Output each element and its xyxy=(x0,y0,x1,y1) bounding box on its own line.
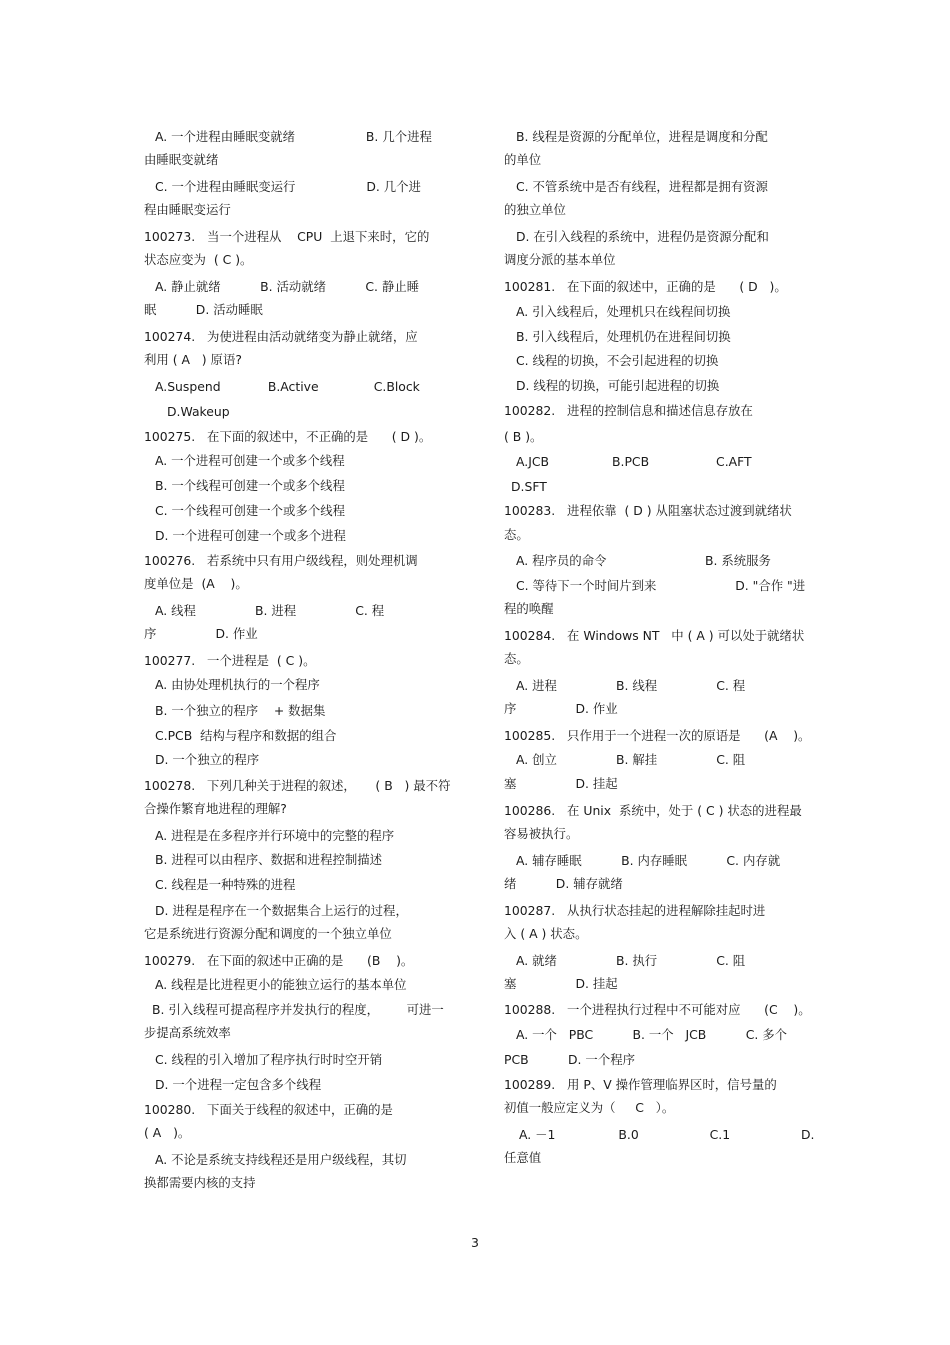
left-column-line: D.Wakeup xyxy=(167,404,230,419)
right-column-line: A. 辅存睡眠 B. 内存睡眠 C. 内存就 xyxy=(516,853,781,868)
right-column-line: 序 D. 作业 xyxy=(504,701,618,716)
right-column-line: 的独立单位 xyxy=(504,202,566,217)
left-column-line: D. 一个进程一定包含多个线程 xyxy=(155,1077,322,1092)
left-column-line: A. 一个进程由睡眠变就绪 B. 几个进程 xyxy=(155,129,432,144)
right-column-line: 容易被执行。 xyxy=(504,826,579,841)
right-column-line: C. 线程的切换，不会引起进程的切换 xyxy=(516,353,719,368)
right-column-line: 100287. 从执行状态挂起的进程解除挂起时进 xyxy=(504,903,766,918)
page-number: 3 xyxy=(471,1235,479,1250)
right-column-line: 初值一般应定义为（ C ）。 xyxy=(504,1100,675,1115)
left-column-line: 序 D. 作业 xyxy=(144,626,258,641)
right-column-line: C. 不管系统中是否有线程，进程都是拥有资源 xyxy=(516,179,768,194)
left-column-line: 合操作繁育地进程的理解? xyxy=(144,801,287,816)
right-column-line: 100283. 进程依靠 ( D ) 从阻塞状态过渡到就绪状 xyxy=(504,503,792,518)
left-column-line: B. 引入线程可提高程序并发执行的程度， 可进一 xyxy=(152,1002,444,1017)
left-column-line: A. 一个进程可创建一个或多个线程 xyxy=(155,453,345,468)
left-column-line: 换都需要内核的支持 xyxy=(144,1175,256,1190)
right-column-line: 100288. 一个进程执行过程中不可能对应 (C )。 xyxy=(504,1002,811,1017)
right-column-line: A. 一个 PBC B. 一个 JCB C. 多个 xyxy=(516,1027,788,1042)
left-column-line: C. 线程的引入增加了程序执行时时空开销 xyxy=(155,1052,383,1067)
left-column-line: 它是系统进行资源分配和调度的一个独立单位 xyxy=(144,926,392,941)
left-column-line: ( A )。 xyxy=(144,1125,191,1140)
right-column-line: 绪 D. 辅存就绪 xyxy=(504,876,623,891)
right-column-line: 调度分派的基本单位 xyxy=(504,252,616,267)
left-column-line: 利用 ( A ) 原语? xyxy=(144,352,242,367)
right-column-line: 态。 xyxy=(504,527,529,542)
left-column-line: A. 进程是在多程序并行环境中的完整的程序 xyxy=(155,828,395,843)
right-column-line: 100289. 用 P、V 操作管理临界区时，信号量的 xyxy=(504,1077,777,1092)
left-column-line: A. 不论是系统支持线程还是用户级线程，其切 xyxy=(155,1152,407,1167)
right-column-line: D. 线程的切换，可能引起进程的切换 xyxy=(516,378,720,393)
left-column-line: C. 一个线程可创建一个或多个线程 xyxy=(155,503,345,518)
left-column-line: 眠 D. 活动睡眠 xyxy=(144,302,263,317)
right-column-line: 100281. 在下面的叙述中，正确的是 ( D )。 xyxy=(504,279,787,294)
left-column-line: D. 一个进程可创建一个或多个进程 xyxy=(155,528,346,543)
right-column-line: A. 创立 B. 解挂 C. 阻 xyxy=(516,752,746,767)
right-column-line: 任意值 xyxy=(504,1150,542,1165)
right-column-line: B. 引入线程后，处理机仍在进程间切换 xyxy=(516,329,731,344)
right-column-line: A.JCB B.PCB C.AFT xyxy=(516,454,752,469)
left-column-line: 100278. 下列几种关于进程的叙述， ( B ) 最不符 xyxy=(144,778,451,793)
right-column-line: 100282. 进程的控制信息和描述信息存放在 xyxy=(504,403,753,418)
right-column-line: PCB D. 一个程序 xyxy=(504,1052,635,1067)
left-column-line: B. 进程可以由程序、数据和进程控制描述 xyxy=(155,852,383,867)
left-column-line: C. 一个进程由睡眠变运行 D. 几个进 xyxy=(155,179,421,194)
right-column-line: 态。 xyxy=(504,651,529,666)
right-column-line: 塞 D. 挂起 xyxy=(504,976,618,991)
right-column-line: A. 进程 B. 线程 C. 程 xyxy=(516,678,746,693)
right-column-line: A. 程序员的命令 B. 系统服务 xyxy=(516,553,771,568)
right-column-line: 100286. 在 Unix 系统中，处于 ( C ) 状态的进程最 xyxy=(504,803,802,818)
right-column-line: D. 在引入线程的系统中，进程仍是资源分配和 xyxy=(516,229,769,244)
left-column-line: 100280. 下面关于线程的叙述中，正确的是 xyxy=(144,1102,393,1117)
left-column-line: A. 由协处理机执行的一个程序 xyxy=(155,677,320,692)
left-column-line: A. 线程 B. 进程 C. 程 xyxy=(155,603,385,618)
left-column-line: D. 进程是程序在一个数据集合上运行的过程， xyxy=(155,903,408,918)
right-column-line: 程的唤醒 xyxy=(504,601,554,616)
left-column-line: 程由睡眠变运行 xyxy=(144,202,231,217)
left-column-line: 由睡眠变就绪 xyxy=(144,152,219,167)
right-column-line: B. 线程是资源的分配单位，进程是调度和分配 xyxy=(516,129,768,144)
right-column-line: ( B )。 xyxy=(504,429,543,444)
left-column-line: 100274. 为使进程由活动就绪变为静止就绪，应 xyxy=(144,329,418,344)
left-column-line: C.PCB 结构与程序和数据的组合 xyxy=(155,728,337,743)
left-column-line: 100275. 在下面的叙述中，不正确的是 ( D )。 xyxy=(144,429,432,444)
right-column-line: C. 等待下一个时间片到来 D. "合作 "进 xyxy=(516,578,806,593)
left-column-line: 100279. 在下面的叙述中正确的是 (B )。 xyxy=(144,953,414,968)
left-column-line: 状态应变为 ( C )。 xyxy=(144,252,253,267)
left-column-line: 度单位是 (A )。 xyxy=(144,576,248,591)
right-column-line: A. 引入线程后，处理机只在线程间切换 xyxy=(516,304,731,319)
left-column-line: C. 线程是一种特殊的进程 xyxy=(155,877,296,892)
left-column-line: D. 一个独立的程序 xyxy=(155,752,260,767)
right-column-line: 100284. 在 Windows NT 中 ( A ) 可以处于就绪状 xyxy=(504,628,805,643)
left-column-line: A.Suspend B.Active C.Block xyxy=(155,379,420,394)
right-column-line: 入 ( A ) 状态。 xyxy=(504,926,588,941)
right-column-line: 100285. 只作用于一个进程一次的原语是 (A )。 xyxy=(504,728,811,743)
right-column-line: A. 就绪 B. 执行 C. 阻 xyxy=(516,953,746,968)
left-column-line: A. 静止就绪 B. 活动就绪 C. 静止睡 xyxy=(155,279,420,294)
left-column-line: 步提高系统效率 xyxy=(144,1025,231,1040)
right-column-line: 的单位 xyxy=(504,152,542,167)
right-column-line: A. －1 B.0 C.1 D. xyxy=(519,1127,815,1142)
right-column-line: 塞 D. 挂起 xyxy=(504,776,618,791)
left-column-line: B. 一个独立的程序 + 数据集 xyxy=(155,703,326,718)
left-column-line: A. 线程是比进程更小的能独立运行的基本单位 xyxy=(155,977,407,992)
left-column-line: 100277. 一个进程是 ( C )。 xyxy=(144,653,316,668)
left-column-line: B. 一个线程可创建一个或多个线程 xyxy=(155,478,345,493)
right-column-line: D.SFT xyxy=(511,479,547,494)
left-column-line: 100273. 当一个进程从 CPU 上退下来时，它的 xyxy=(144,229,430,244)
left-column-line: 100276. 若系统中只有用户级线程，则处理机调 xyxy=(144,553,418,568)
